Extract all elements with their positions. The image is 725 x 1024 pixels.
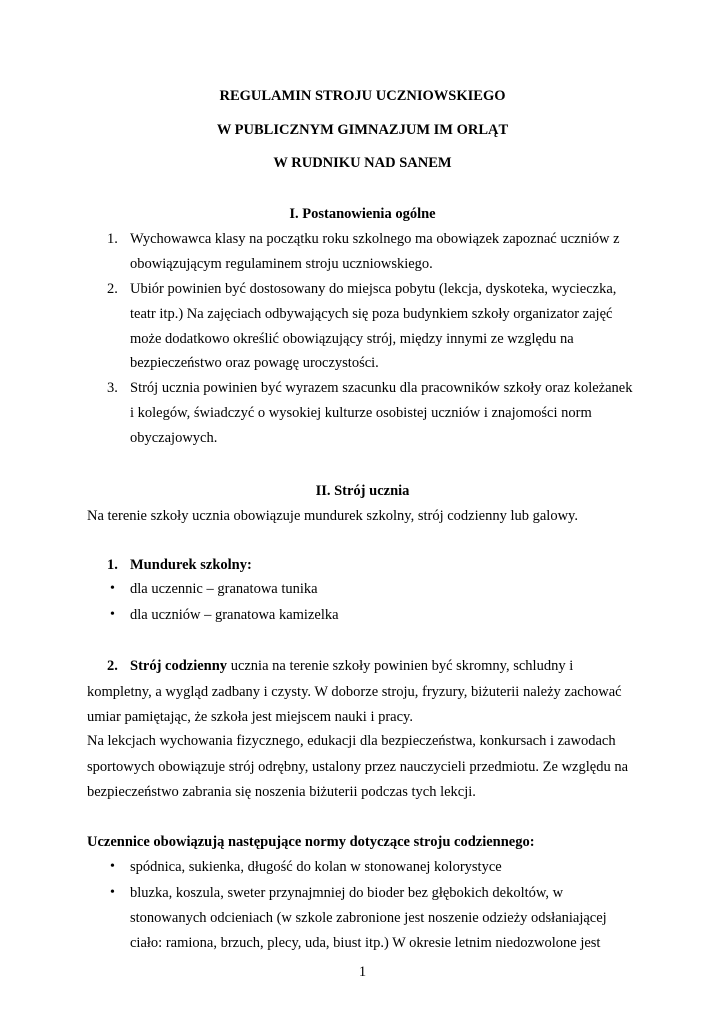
bullet-item-continuation: stonowanych odcieniach (w szkole zabronione jest noszenie odzieży odsłaniającej [130, 910, 607, 926]
subsection-paragraph-first-line [130, 658, 573, 675]
list-item-text-line: może dodatkowo określić obowiązujący strój, między innymi ze względu na [130, 331, 574, 347]
list-item-text-line: bezpieczeństwo oraz powagę uroczystości. [130, 355, 379, 371]
bullet-item-continuation: ciało: ramiona, brzuch, plecy, uda, biust itp.) W okresie letnim niedozwolone jest [130, 935, 601, 951]
bullet-item: spódnica, sukienka, długość do kolan w stonowanej kolorystyce [130, 859, 502, 875]
list-item-number: 3. [107, 380, 118, 396]
list-item-text-line: obowiązującym regulaminem stroju uczniowskiego. [130, 256, 433, 272]
bullet-icon: • [110, 885, 115, 900]
section-2-heading: II. Strój ucznia [315, 483, 410, 499]
bullet-item: dla uczniów – granatowa kamizelka [130, 607, 339, 623]
list-item-text-line: Wychowawca klasy na początku roku szkolnego ma obowiązek zapoznać uczniów z [130, 231, 620, 247]
list-item-number: 2. [107, 281, 118, 297]
paragraph-line: kompletny, a wygląd zadbany i czysty. W doborze stroju, fryzury, biżuterii należy zachować [87, 684, 622, 700]
bullet-item: dla uczennic – granatowa tunika [130, 581, 318, 597]
bullet-item: bluzka, koszula, sweter przynajmniej do bioder bez głębokich dekoltów, w [130, 885, 564, 901]
subsection-label: Strój codzienny [130, 658, 228, 674]
document-title-line-1: REGULAMIN STROJU UCZNIOWSKIEGO [219, 88, 506, 104]
paragraph-text: ucznia na terenie szkoły powinien być skromny, schludny i [227, 658, 574, 674]
list-item-text-line: Strój ucznia powinien być wyrazem szacunku dla pracowników szkoły oraz koleżanek [130, 380, 633, 396]
list-item-text-line: i kolegów, świadczyć o wysokiej kulturze osobistej uczniów i znajomości norm [130, 405, 592, 421]
subsection-heading: Uczennice obowiązują następujące normy dotyczące stroju codziennego: [87, 834, 535, 850]
paragraph-line: sportowych obowiązuje strój odrębny, ustalony przez nauczycieli przedmiotu. Ze względu na [87, 759, 629, 775]
page-number: 1 [358, 964, 367, 980]
bullet-icon: • [110, 607, 115, 622]
list-item-text-line: obyczajowych. [130, 430, 218, 446]
paragraph-line: Na lekcjach wychowania fizycznego, edukacji dla bezpieczeństwa, konkursach i zawodach [87, 733, 616, 749]
list-item-text-line: Ubiór powinien być dostosowany do miejsca pobytu (lekcja, dyskoteka, wycieczka, [130, 281, 617, 297]
list-item-number: 1. [107, 231, 118, 247]
bullet-icon: • [110, 581, 115, 596]
list-item-text-line: teatr itp.) Na zajęciach odbywających się poza budynkiem szkoły organizator zajęć [130, 306, 613, 322]
document-title-line-3: W RUDNIKU NAD SANEM [273, 155, 452, 171]
section-1-heading: I. Postanowienia ogólne [289, 206, 436, 222]
section-2-intro: Na terenie szkoły ucznia obowiązuje mundurek szkolny, strój codzienny lub galowy. [87, 508, 578, 524]
subsection-number: 2. [107, 658, 118, 674]
paragraph-line: umiar pamiętając, że szkoła jest miejscem nauki i pracy. [87, 709, 413, 725]
document-title-line-2: W PUBLICZNYM GIMNAZJUM IM ORLĄT [216, 122, 509, 138]
subsection-label: Mundurek szkolny: [130, 557, 252, 573]
paragraph-line: bezpieczeństwo zabrania się noszenia biżuterii podczas tych lekcji. [87, 784, 476, 800]
bullet-icon: • [110, 859, 115, 874]
subsection-number: 1. [107, 557, 118, 573]
